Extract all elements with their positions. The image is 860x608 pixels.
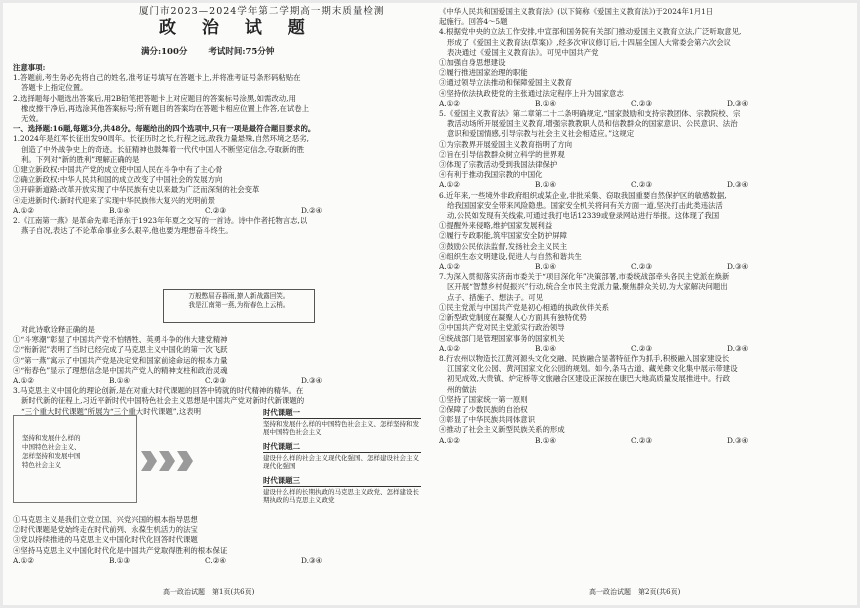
choice-b[interactable]: B.①④ [109, 376, 131, 386]
option-line: ②时代课题是党始终走在时代前列、永葆生机活力的法宝 [13, 525, 198, 535]
question-ask: 对此诗歌诠释正确的是 [21, 325, 95, 334]
option-line: ①民主党派与中国共产党是初心相通的执政伙伴关系 [439, 302, 609, 312]
option-line: ①坚持了国家统一第一原则 [439, 394, 528, 404]
option-line: ①加强自身思想建设 [439, 58, 506, 68]
notes-block [13, 63, 425, 236]
option-line: ③鼓励公民依法监督,发扬社会主义民主 [439, 241, 567, 251]
option-line: ②确立新政权:中华人民共和国的成立改变了中国社会的发展方向 [13, 175, 223, 185]
option-line: ③开辟新道路:改革开放实现了中华民族有史以来最为广泛而深刻的社会变革 [13, 185, 260, 195]
exam-sheet [3, 3, 857, 605]
page-footer: 高一政治试题 第2页(共6页) [589, 588, 681, 596]
option-line: ③体现了宗教活动受到我国法律保护 [439, 160, 558, 170]
question-stem: 2.《江南第一燕》是革命先辈毛泽东于1923年年夏之交写的一首诗。诗中作者托物言志,以 [13, 216, 308, 226]
right-content [439, 7, 851, 446]
option-line: ①为宗教界开展爱国主义教育指明了方向 [439, 139, 573, 149]
topic-heading: 时代课题二 [263, 442, 300, 451]
question-stem: 5.《爱国主义教育法》第二章第二十二条明确规定,“国家鼓励和支持宗教团体、宗教院校、宗 [439, 109, 741, 119]
choice-b[interactable]: B.①③ [109, 555, 131, 565]
question-stem: 3.马克思主义中国化的理论创新,是在对重大时代课题的回答中铸就的时代精神的精华。在 [13, 386, 304, 396]
question-stem: “三个重大时代课题”所展为“三个重大时代课题”,这表明 [21, 406, 202, 416]
notes-heading: 注意事项: [13, 63, 46, 72]
answer-choices [439, 262, 851, 272]
option-line: ④“衔春色”显示了理想信念是中国共产党人的精神支柱和政治灵魂 [13, 365, 228, 375]
time-topic-3 [263, 477, 421, 505]
topic-heading: 时代课题一 [263, 408, 300, 417]
choice-b[interactable]: B.①④ [109, 205, 131, 215]
option-line: ②新型政党制度在凝聚人心方面具有独特优势 [439, 313, 587, 323]
chevron-right-icon [177, 451, 193, 471]
question-stem: 教活动场所开展爱国主义教育,增强宗教教职人员和信教群众的国家意识、公民意识、法治 [447, 119, 738, 129]
time-topic-1 [263, 409, 421, 437]
choice-d[interactable]: D.②④ [301, 205, 323, 215]
answer-choices [13, 376, 425, 386]
choice-c[interactable]: C.②③ [631, 435, 652, 445]
choice-a[interactable]: A.①② [439, 435, 460, 445]
note-line: 橡皮擦干净后,再选涂其他答案标号;所有题目的答案均在答题卡相应位置上作答,在试卷上 [21, 103, 310, 113]
section-heading: 一、选择题:16题,每题3分,共48分。每题给出的四个选项中,只有一项是最符合题目要求的。 [13, 124, 316, 134]
option-line: ③党以持续推进的马克思主义中国化时代化回答时代课题 [13, 535, 198, 545]
question-stem: 燕子自况,表达了不论革命事业多么艰辛,他也要为理想奋斗终生。 [21, 226, 233, 236]
question-stem: 意识和爱国情感,引导宗教与社会主义社会相适应。”这规定 [447, 129, 635, 139]
choice-a[interactable]: A.①② [13, 205, 34, 215]
choice-c[interactable]: C.②③ [205, 376, 226, 386]
page-title: 政 治 试 题 [159, 18, 315, 38]
choice-d[interactable]: D.③④ [727, 262, 749, 272]
option-line: ④有利于推动我国宗教的中国化 [439, 170, 543, 180]
diagram-left-box [13, 415, 137, 503]
group-intro: 《中华人民共和国爱国主义教育法》(以下简称《爱国主义教育法》)于2024年1月1日 [439, 7, 714, 16]
group-intro: 起施行。回答4～5题 [439, 17, 508, 27]
note-line: 无效。 [21, 114, 44, 124]
option-line: ②保障了少数民族的自治权 [439, 404, 528, 414]
choice-c[interactable]: C.②③ [631, 343, 652, 353]
question-stem: 江国家文化公园、黄河国家文化公园的规划。如今,条马古道、藏羌彝文化集中展示带建设 [447, 364, 738, 374]
choice-c[interactable]: C.②④ [205, 555, 226, 565]
question-stem: 给我国国家安全带来风险隐患。国家安全机关将问有关方面一道,坚决打击此类违法活 [447, 200, 723, 210]
note-line: 答题卡上指定位置。 [21, 83, 88, 93]
exam-meta [141, 47, 292, 57]
option-line: ③通过领导立法推动和保障爱国主义教育 [439, 78, 573, 88]
question-stem: 4.根据党中央的立法工作安排,中宣部和国务院有关部门推动爱国主义教育立法,广泛听取意见, [439, 27, 742, 37]
choice-b[interactable]: B.①④ [535, 435, 557, 445]
answer-choices [439, 99, 851, 109]
question-stem: 区开展“智慧乡村促振兴”行动,统合全市民主党派力量,聚焦群众关切,为大家解决问题出 [447, 282, 728, 292]
choice-c[interactable]: C.②③ [205, 205, 226, 215]
question-stem: 创造了中外战争史上的奇迹。长征精神也鼓舞着一代代中国人不断坚定信念,夺取新的胜 [21, 144, 305, 154]
exam-subtitle: 厦门市2023—2024学年第二学期高一期末质量检测 [139, 6, 385, 17]
topic-body: 坚持和发展什么样的中国特色社会主义、怎样坚持和发展中国特色社会主义 [263, 419, 419, 436]
choice-b[interactable]: B.①④ [535, 98, 557, 108]
option-line: ①提醒外来侵略,维护国家发展利益 [439, 221, 553, 231]
option-line: ④统战部门是管理国家事务的国家机关 [439, 333, 565, 343]
topic-body: 建设什么样的长期执政的马克思主义政党、怎样建设长期执政的马克思主义政党 [263, 487, 419, 504]
option-line: ①建立新政权:中国共产党的成立使中国人民在斗争中有了主心骨 [13, 165, 223, 175]
choice-a[interactable]: A.①② [13, 555, 34, 565]
answer-choices [13, 206, 425, 216]
answer-choices [439, 436, 851, 446]
answer-choices [13, 556, 425, 566]
choice-a[interactable]: A.①② [439, 343, 460, 353]
choice-d[interactable]: D.③④ [727, 343, 749, 353]
question-stem: 6.近年来,一些境外非政府组织或某企业,非批采集、窃取我国重要自然保护区的敏感数据, [439, 190, 727, 200]
page-1 [13, 3, 425, 605]
note-line: 1.答题前,考生务必先将自己的姓名,准考证号填写在答题卡上,并将准考证号条形码粘贴在 [13, 73, 301, 83]
poem-line: 我是江南第一燕,为衔春色上云梢。 [188, 301, 290, 309]
option-line: ④组织生态文明建设,促进人与自然和谐共生 [439, 251, 582, 261]
option-line: ①“斗寒潮”彰显了中国共产党不怕牺牲、英勇斗争的伟大建党精神 [13, 335, 228, 345]
page-2 [439, 3, 851, 605]
choice-c[interactable]: C.②③ [631, 180, 652, 190]
time-topic-2 [263, 443, 421, 471]
question-stem: 1.2024年是红军长征出发90周年。长征历时之长,行程之远,敌我力量悬殊,自然环境之恶劣, [13, 134, 309, 144]
question-stem: 8.行农州以物造长江黄河源头文化交融、民族融合显著特征作为抓手,积极融入国家建设长 [439, 353, 730, 363]
poem-line: 万般憋屈吞暮雨,撩人新战露回笑。 [188, 292, 290, 300]
option-line: ④坚持依法执政使党的主张通过法定程序上升为国家意志 [439, 88, 624, 98]
question-stem: 动,公民如发现有关线索,可通过我打电话12339或登录网站进行举报。这体现了我国 [447, 211, 720, 221]
question-stem: 州的做法 [447, 384, 477, 394]
question-stem: 7.为深入贯彻落实济南市委关于“项目深化年”决策部署,市委统战部牵头各民主党派在焕新 [439, 272, 730, 282]
choice-b[interactable]: B.①④ [535, 262, 557, 272]
question-stem: 新时代新的征程上,习近平新时代中国特色社会主义思想是中国共产党对新时代新课题的 [21, 396, 305, 406]
option-line: ②旨在引导信教群众树立科学的世界观 [439, 149, 565, 159]
question-stem: 点子、措施子、想法子。可见 [447, 292, 544, 302]
choice-a[interactable]: A.①② [13, 376, 34, 386]
option-line: ④坚持马克思主义中国化时代化是中国共产党取得胜利的根本保证 [13, 545, 228, 555]
option-line: ③中国共产党对民主党派实行政治领导 [439, 323, 565, 333]
choice-b[interactable]: B.①④ [535, 343, 557, 353]
choice-c[interactable]: C.②③ [631, 98, 652, 108]
option-line: ④推动了社会主义新型民族关系的形成 [439, 425, 565, 435]
chevron-right-icon [159, 451, 175, 471]
poem-box [163, 289, 315, 323]
option-line: ④走进新时代:新时代迎来了实现中华民族伟大复兴的光明前景 [13, 195, 216, 205]
question-stem: 表决通过《爱国主义教育法》。可见中国共产党 [447, 47, 599, 57]
option-line: ①马克思主义是我们立党立国、兴党兴国的根本指导思想 [13, 515, 198, 524]
choice-d[interactable]: D.③④ [727, 180, 749, 190]
option-line: ②“衔新泥”表明了当时已经完成了马克思主义中国化的第一次飞跃 [13, 345, 228, 355]
answer-choices [439, 180, 851, 190]
score-label: 满分:100分 [141, 47, 188, 57]
topic-body: 建设什么样的社会主义现代化强国、怎样建设社会主义现代化强国 [263, 453, 419, 470]
page-footer: 高一政治试题 第1页(共6页) [163, 588, 255, 596]
question-stem: 形成了《爱国主义教育法(草案)》,经多次审议修订后,十四届全国人大常委会第六次会议 [447, 37, 731, 47]
choice-d[interactable]: D.③④ [727, 435, 749, 445]
option-line: ③“第一燕”寓示了中国共产党是决定党和国家前途命运的根本力量 [13, 355, 228, 365]
q3-options [13, 515, 425, 566]
choice-d[interactable]: D.③④ [727, 98, 749, 108]
question-stem: 利。下列对“新的胜利”理解正确的是 [21, 154, 140, 164]
choice-a[interactable]: A.①② [439, 98, 460, 108]
choice-d[interactable]: D.③④ [301, 555, 323, 565]
diagram-left-text: 坚持和发展什么样的中国特色社会主义、怎样坚持和发展中国特色社会主义 [22, 434, 81, 469]
question-stem: 初见成效,大贵镇、炉定桥等文旅融合区建设正深按在康巴大地高质量发展推进中。行政 [447, 374, 731, 384]
note-line: 2.选择题每小题选出答案后,用2B铅笔把答题卡上对应题目的答案标号涂黑,如需改动,用 [13, 93, 296, 103]
q2-block [13, 325, 425, 417]
option-line: ②履行专政职能,筑牢国家安全防护屏障 [439, 231, 567, 241]
time-topics-diagram [13, 406, 425, 513]
answer-choices [439, 344, 851, 354]
choice-c[interactable]: C.②③ [631, 262, 652, 272]
option-line: ③彰显了中华民族共同体意识 [439, 415, 536, 425]
choice-b[interactable]: B.①④ [535, 180, 557, 190]
choice-a[interactable]: A.①② [439, 180, 460, 190]
topic-heading: 时代课题三 [263, 476, 300, 485]
time-label: 考试时间:75分钟 [208, 47, 275, 57]
choice-a[interactable]: A.①② [439, 262, 460, 272]
option-line: ②履行推进国家治理的职能 [439, 68, 528, 78]
choice-d[interactable]: D.③④ [301, 376, 323, 386]
chevron-right-icon [141, 451, 157, 471]
